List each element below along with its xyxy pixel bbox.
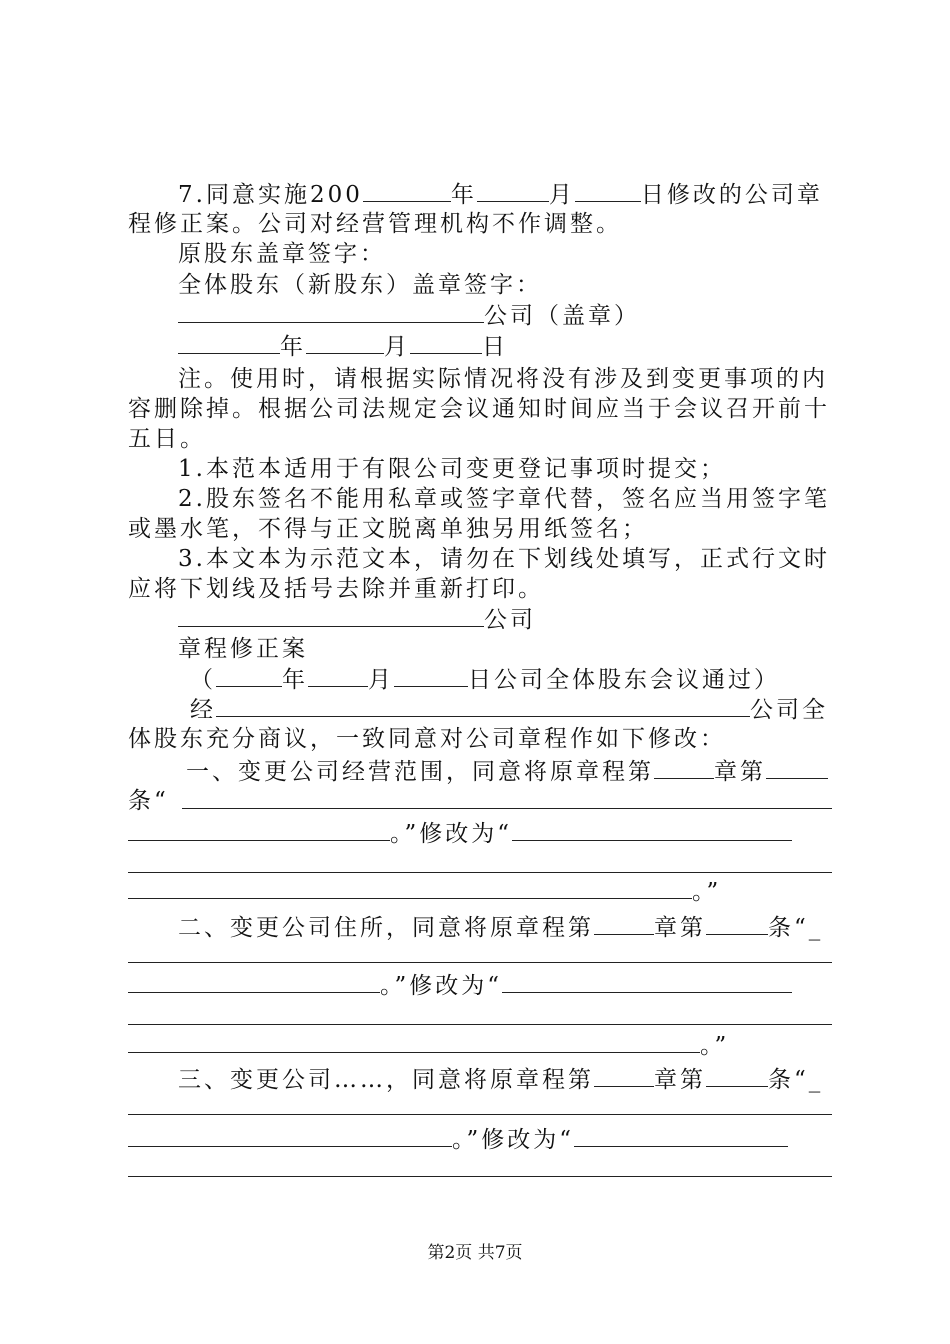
- sig-day-label: 日: [482, 334, 508, 360]
- chapter-label: 章第: [714, 759, 766, 785]
- fill-line: [128, 872, 832, 873]
- clause7-rest: 日修改的公司章: [640, 182, 823, 208]
- amend-month-label: 月: [368, 667, 394, 693]
- amendment-intro-line2: 体股东充分商议，一致同意对公司章程作如下修改：: [128, 726, 726, 752]
- original-text-blank: [128, 1122, 452, 1147]
- item-one-lead: 一、变更公司经营范围，同意将原章程第: [186, 759, 654, 785]
- new-text-blank: [502, 968, 792, 993]
- close-quote: 。”: [700, 1033, 730, 1059]
- close-quote: 。”: [692, 879, 722, 905]
- chapter-blank: [594, 1062, 654, 1087]
- article-label: 条“: [128, 788, 169, 814]
- chapter-blank: [654, 754, 714, 779]
- company-all-label: 公司全: [750, 697, 828, 723]
- note-line2: 容删除掉。根据公司法规定会议通知时间应当于会议召开前十: [128, 396, 830, 422]
- amendment-company-line: [178, 602, 536, 636]
- month-label: 月: [548, 182, 575, 208]
- article-label: 条“_: [768, 1067, 824, 1093]
- item-one-line5: [128, 874, 721, 908]
- sig-month-blank: [306, 329, 384, 354]
- sig-month-label: 月: [384, 334, 410, 360]
- note-item3-line2: 应将下划线及括号去除并重新打印。: [128, 576, 544, 602]
- company-name-blank: [178, 298, 484, 323]
- article-blank: [766, 754, 828, 779]
- item-one-line3: [128, 816, 792, 850]
- note-item3-line1: 3.本文本为示范文本，请勿在下划线处填写，正式行文时: [178, 546, 830, 572]
- amend-company-blank: [178, 602, 484, 627]
- original-shareholder-signature: 原股东盖章签字：: [178, 241, 386, 267]
- chapter-label: 章第: [654, 915, 706, 941]
- fill-line: [182, 808, 832, 809]
- new-text-blank-end: [128, 874, 692, 899]
- item-two-line1: [178, 910, 823, 944]
- fill-line: [128, 1024, 832, 1025]
- all-shareholder-signature: 全体股东（新股东）盖章签字：: [178, 272, 542, 298]
- company-seal-label: 公司（盖章）: [484, 303, 640, 329]
- month-blank: [477, 177, 549, 202]
- fill-line: [128, 1176, 832, 1177]
- new-text-blank: [512, 816, 792, 841]
- sig-day-blank: [410, 329, 482, 354]
- page-number-footer: 第2页 共7页: [427, 1243, 523, 1263]
- fill-line: [128, 1114, 832, 1115]
- fill-line: [128, 962, 832, 963]
- clause7-prefix: 7.同意实施200: [178, 182, 363, 208]
- date-open-paren: （: [190, 667, 216, 693]
- article-label: 条“_: [768, 915, 824, 941]
- clause7-line1: [178, 177, 823, 211]
- sig-year-blank: [178, 329, 280, 354]
- via-label: 经: [190, 697, 216, 723]
- amend-day-blank: [394, 662, 468, 687]
- amend-company-label: 公司: [484, 607, 536, 633]
- year-label: 年: [450, 182, 477, 208]
- chapter-blank: [594, 910, 654, 935]
- sig-year-label: 年: [280, 334, 306, 360]
- company-seal-line: [178, 298, 640, 332]
- amendment-date-line: [190, 662, 780, 696]
- note-item2-line1: 2.股东签名不能用私章或签字章代替，签名应当用签字笔: [178, 486, 830, 512]
- item-two-line3: [128, 968, 792, 1002]
- chapter-label: 章第: [654, 1067, 706, 1093]
- intro-company-blank: [216, 692, 750, 717]
- item-two-lead: 二、变更公司住所，同意将原章程第: [178, 915, 594, 941]
- amend-to-label: 。”修改为“: [380, 973, 503, 999]
- signature-date-line: [178, 329, 508, 363]
- date-close-text: 日公司全体股东会议通过）: [468, 667, 780, 693]
- item-three-lead: 三、变更公司……，同意将原章程第: [178, 1067, 594, 1093]
- amend-year-blank: [216, 662, 282, 687]
- item-one-line1: [186, 754, 828, 788]
- amendment-title: 章程修正案: [178, 636, 308, 662]
- year-blank: [363, 177, 451, 202]
- item-one-line2: [128, 784, 169, 818]
- item-three-line1: [178, 1062, 823, 1096]
- new-text-blank-end: [128, 1028, 700, 1053]
- new-text-blank: [574, 1122, 788, 1147]
- note-line1: 注。使用时，请根据实际情况将没有涉及到变更事项的内: [178, 366, 828, 392]
- amend-to-label: 。”修改为“: [452, 1127, 575, 1153]
- item-three-line3: [128, 1122, 788, 1156]
- original-text-blank: [128, 816, 390, 841]
- note-item2-line2: 或墨水笔，不得与正文脱离单独另用纸签名；: [128, 516, 648, 542]
- day-blank: [575, 177, 641, 202]
- amend-year-label: 年: [282, 667, 308, 693]
- note-line3: 五日。: [128, 426, 206, 452]
- amend-month-blank: [308, 662, 368, 687]
- article-blank: [706, 1062, 768, 1087]
- amendment-intro-line1: [190, 692, 828, 726]
- amend-to-label: 。”修改为“: [390, 821, 513, 847]
- article-blank: [706, 910, 768, 935]
- item-two-line5: [128, 1028, 729, 1062]
- original-text-blank: [128, 968, 380, 993]
- clause7-line2: 程修正案。公司对经营管理机构不作调整。: [128, 211, 622, 237]
- note-item1: 1.本范本适用于有限公司变更登记事项时提交；: [178, 456, 726, 482]
